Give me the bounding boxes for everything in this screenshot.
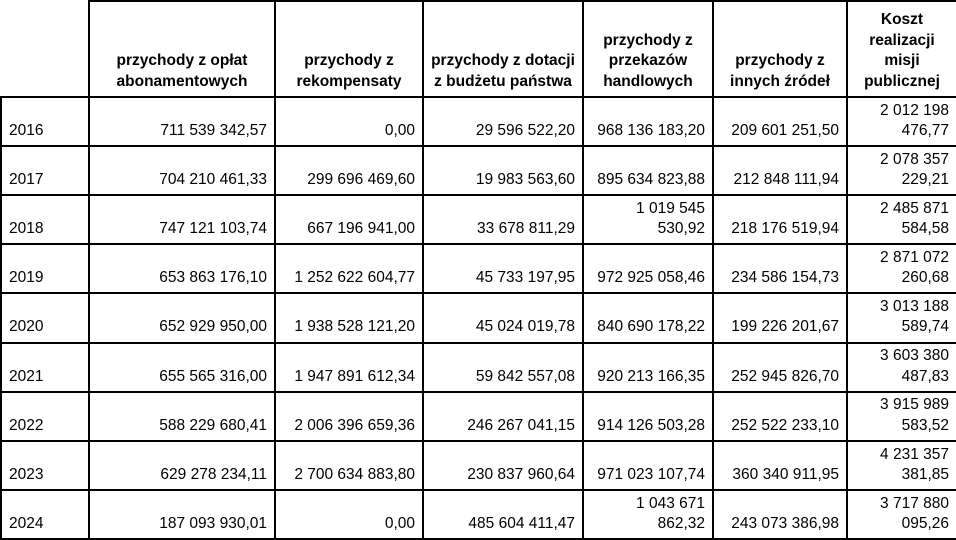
cell-dotacja: 485 604 411,47 bbox=[423, 490, 583, 539]
row-year: 2022 bbox=[1, 392, 89, 441]
table-row bbox=[1, 441, 956, 490]
row-year: 2020 bbox=[1, 293, 89, 342]
table-header-row bbox=[1, 1, 956, 97]
table-body bbox=[1, 97, 956, 539]
cell-handlowe: 968 136 183,20 bbox=[583, 97, 713, 146]
cell-abonament: 629 278 234,11 bbox=[89, 441, 275, 490]
table-row bbox=[1, 343, 956, 392]
table-row bbox=[1, 146, 956, 195]
cell-rekompensata: 2 700 634 883,80 bbox=[275, 441, 423, 490]
cell-abonament: 653 863 176,10 bbox=[89, 244, 275, 293]
cell-inne: 243 073 386,98 bbox=[713, 490, 847, 539]
cell-rekompensata: 1 252 622 604,77 bbox=[275, 244, 423, 293]
cell-inne: 252 522 233,10 bbox=[713, 392, 847, 441]
cell-abonament: 652 929 950,00 bbox=[89, 293, 275, 342]
cell-rekompensata: 1 938 528 121,20 bbox=[275, 293, 423, 342]
cell-handlowe: 895 634 823,88 bbox=[583, 146, 713, 195]
cell-koszt: 3 013 188 589,74 bbox=[847, 293, 956, 342]
cell-abonament: 588 229 680,41 bbox=[89, 392, 275, 441]
cell-dotacja: 246 267 041,15 bbox=[423, 392, 583, 441]
column-header-dotacja: przychody z dotacji z budżetu państwa bbox=[423, 1, 583, 97]
table-row bbox=[1, 244, 956, 293]
cell-koszt: 2 012 198 476,77 bbox=[847, 97, 956, 146]
cell-dotacja: 33 678 811,29 bbox=[423, 195, 583, 244]
row-year: 2021 bbox=[1, 343, 89, 392]
cell-rekompensata: 2 006 396 659,36 bbox=[275, 392, 423, 441]
table-row bbox=[1, 392, 956, 441]
table-row bbox=[1, 293, 956, 342]
row-year: 2019 bbox=[1, 244, 89, 293]
cell-koszt: 3 603 380 487,83 bbox=[847, 343, 956, 392]
row-year: 2023 bbox=[1, 441, 89, 490]
cell-inne: 199 226 201,67 bbox=[713, 293, 847, 342]
cell-dotacja: 19 983 563,60 bbox=[423, 146, 583, 195]
cell-dotacja: 59 842 557,08 bbox=[423, 343, 583, 392]
cell-handlowe: 1 019 545 530,92 bbox=[583, 195, 713, 244]
cell-dotacja: 45 733 197,95 bbox=[423, 244, 583, 293]
column-header-inne-zrodla: przychody z innych źródeł bbox=[713, 1, 847, 97]
cell-abonament: 704 210 461,33 bbox=[89, 146, 275, 195]
cell-handlowe: 920 213 166,35 bbox=[583, 343, 713, 392]
column-header-rekompensata: przychody z rekompensaty bbox=[275, 1, 423, 97]
cell-dotacja: 230 837 960,64 bbox=[423, 441, 583, 490]
table-row bbox=[1, 490, 956, 539]
cell-handlowe: 972 925 058,46 bbox=[583, 244, 713, 293]
cell-koszt: 4 231 357 381,85 bbox=[847, 441, 956, 490]
cell-rekompensata: 667 196 941,00 bbox=[275, 195, 423, 244]
cell-rekompensata: 0,00 bbox=[275, 97, 423, 146]
cell-abonament: 655 565 316,00 bbox=[89, 343, 275, 392]
cell-koszt: 2 485 871 584,58 bbox=[847, 195, 956, 244]
cell-rekompensata: 299 696 469,60 bbox=[275, 146, 423, 195]
table-row bbox=[1, 195, 956, 244]
cell-inne: 252 945 826,70 bbox=[713, 343, 847, 392]
cell-abonament: 711 539 342,57 bbox=[89, 97, 275, 146]
column-header-abonament: przychody z opłat abonamentowych bbox=[89, 1, 275, 97]
cell-koszt: 3 915 989 583,52 bbox=[847, 392, 956, 441]
cell-koszt: 3 717 880 095,26 bbox=[847, 490, 956, 539]
cell-koszt: 2 078 357 229,21 bbox=[847, 146, 956, 195]
table-header bbox=[1, 1, 956, 97]
column-header-year bbox=[1, 1, 89, 97]
cell-handlowe: 1 043 671 862,32 bbox=[583, 490, 713, 539]
cell-inne: 212 848 111,94 bbox=[713, 146, 847, 195]
row-year: 2016 bbox=[1, 97, 89, 146]
cell-handlowe: 971 023 107,74 bbox=[583, 441, 713, 490]
cell-dotacja: 29 596 522,20 bbox=[423, 97, 583, 146]
cell-inne: 360 340 911,95 bbox=[713, 441, 847, 490]
cell-koszt: 2 871 072 260,68 bbox=[847, 244, 956, 293]
row-year: 2018 bbox=[1, 195, 89, 244]
column-header-koszt-misji: Koszt realizacji misji publicznej bbox=[847, 1, 956, 97]
cell-handlowe: 840 690 178,22 bbox=[583, 293, 713, 342]
cell-handlowe: 914 126 503,28 bbox=[583, 392, 713, 441]
cell-inne: 218 176 519,94 bbox=[713, 195, 847, 244]
cell-inne: 209 601 251,50 bbox=[713, 97, 847, 146]
cell-abonament: 747 121 103,74 bbox=[89, 195, 275, 244]
cell-rekompensata: 0,00 bbox=[275, 490, 423, 539]
cell-dotacja: 45 024 019,78 bbox=[423, 293, 583, 342]
cell-inne: 234 586 154,73 bbox=[713, 244, 847, 293]
row-year: 2024 bbox=[1, 490, 89, 539]
column-header-przekazy-handlowe: przychody z przekazów handlowych bbox=[583, 1, 713, 97]
row-year: 2017 bbox=[1, 146, 89, 195]
cell-rekompensata: 1 947 891 612,34 bbox=[275, 343, 423, 392]
table-row bbox=[1, 97, 956, 146]
cell-abonament: 187 093 930,01 bbox=[89, 490, 275, 539]
